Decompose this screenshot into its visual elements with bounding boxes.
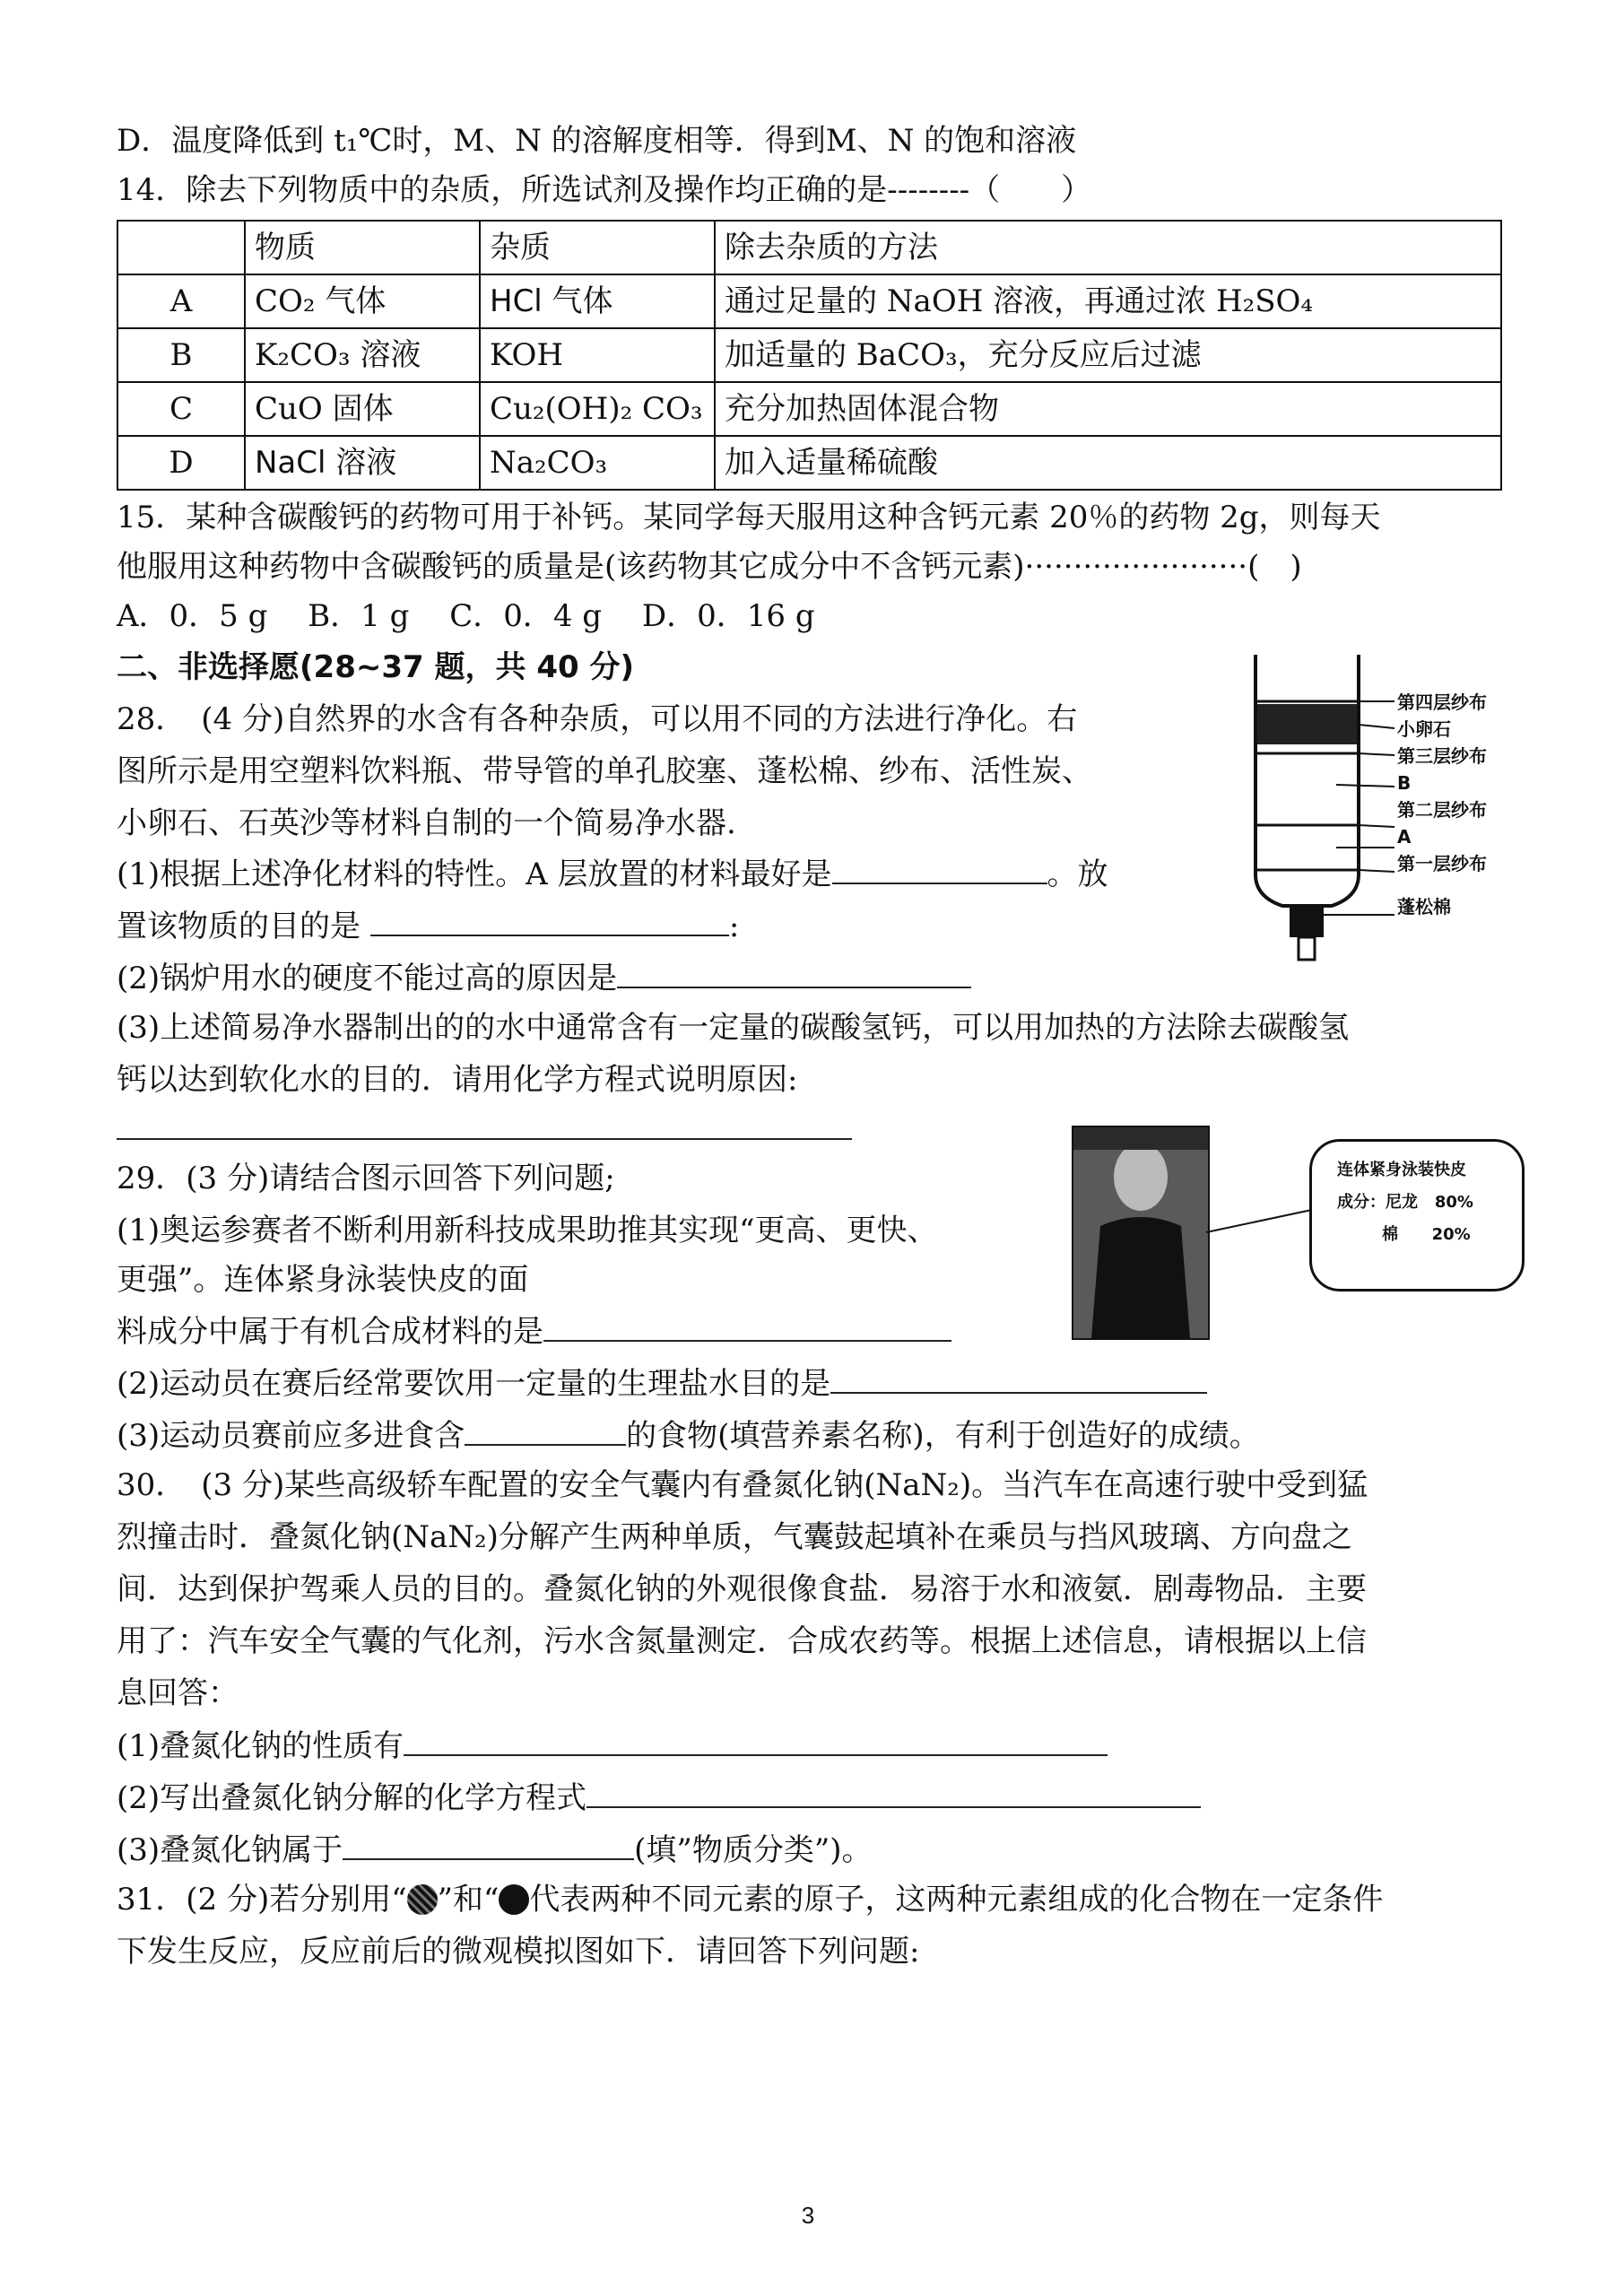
question-14-table: [117, 220, 1502, 491]
question-15-line1: 15．某种含碳酸钙的药物可用于补钙。某同学每天服用这种含钙元素 20％的药物 2g，则每天: [117, 500, 1381, 535]
question-30-part1: [117, 1724, 1108, 1766]
part-text: (1)叠氮化钠的性质有: [117, 1728, 404, 1764]
answer-blank[interactable]: [543, 1309, 951, 1342]
question-28-line3: 小卵石、石英沙等材料自制的一个简易净水器.: [117, 805, 736, 841]
part-text: 的食物(填营养素名称)，有利于创造好的成绩。: [626, 1418, 1260, 1454]
substance-cell: CO₂ 气体: [245, 274, 480, 328]
page-number: 3: [801, 2202, 815, 2229]
filter-label: 小卵石: [1397, 718, 1451, 740]
table-row: [117, 328, 1501, 382]
water-filter-figure: [1247, 655, 1533, 978]
part-text: 置该物质的目的是: [117, 909, 361, 944]
question-28-line1: 28． (4 分)自然界的水含有各种杂质，可以用不同的方法进行净化。右: [117, 701, 1078, 737]
question-31-line2: 下发生反应，反应前后的微观模拟图如下．请回答下列问题:: [117, 1934, 920, 1970]
question-30-line1: 30． (3 分)某些高级轿车配置的安全气囊内有叠氮化钠(NaN₂)。当汽车在高速行驶中受到猛: [117, 1467, 1368, 1503]
table-header-row: [117, 221, 1501, 274]
filter-label: A: [1397, 826, 1412, 848]
impurity-cell: KOH: [480, 328, 715, 382]
question-29-part1-cont2: [117, 1309, 951, 1352]
table-row: [117, 436, 1501, 490]
question-28-part2: [117, 956, 971, 998]
part-text: 代表两种不同元素的原子，这两种元素组成的化合物在一定条件: [529, 1882, 1384, 1918]
table-header-cell: 杂质: [480, 221, 715, 274]
filter-label: 蓬松棉: [1397, 896, 1451, 918]
bubble-label: 棉: [1382, 1225, 1398, 1244]
answer-blank[interactable]: [370, 904, 729, 936]
method-cell: 加入适量稀硫酸: [715, 436, 1501, 490]
answer-blank[interactable]: [617, 956, 971, 988]
question-15-line2: 他服用这种药物中含碳酸钙的质量是(该药物其它成分中不含钙元素)·······················( ): [117, 549, 1302, 585]
bubble-title: 连体紧身泳装快皮: [1337, 1161, 1466, 1179]
part-text: :: [728, 909, 740, 944]
question-29-part2: [117, 1361, 1207, 1404]
callout-bubble: [1309, 1139, 1525, 1292]
swimmer-photo-image: [1073, 1127, 1208, 1338]
bubble-value: 20%: [1431, 1225, 1471, 1244]
question-28-answer-line[interactable]: [117, 1108, 852, 1150]
question-14-stem: 14．除去下列物质中的杂质，所选试剂及操作均正确的是--------（ ）: [117, 172, 1092, 208]
filter-label: 第二层纱布: [1397, 799, 1487, 821]
method-cell: 通过足量的 NaOH 溶液，再通过浓 H₂SO₄: [715, 274, 1501, 328]
answer-blank[interactable]: [830, 1361, 1207, 1394]
question-28-part1: [117, 852, 1108, 894]
part-text: (2)运动员在赛后经常要饮用一定量的生理盐水目的是: [117, 1366, 831, 1402]
substance-cell: NaCl 溶液: [245, 436, 480, 490]
impurity-cell: Cu₂(OH)₂ CO₃: [480, 382, 715, 436]
solid-atom-icon: [499, 1884, 529, 1915]
answer-blank[interactable]: [465, 1413, 626, 1446]
part-text: (3)叠氮化钠属于: [117, 1832, 343, 1868]
part-text: 31．(2 分)若分别用“: [117, 1882, 407, 1918]
impurity-cell: Na₂CO₃: [480, 436, 715, 490]
substance-cell: CuO 固体: [245, 382, 480, 436]
option-label: C: [117, 382, 245, 436]
impurity-cell: HCl 气体: [480, 274, 715, 328]
method-cell: 充分加热固体混合物: [715, 382, 1501, 436]
question-30-part3: [117, 1828, 872, 1870]
part-text: 料成分中属于有机合成材料的是: [117, 1314, 543, 1350]
filter-label: 第三层纱布: [1397, 745, 1487, 767]
table-header-cell: 物质: [245, 221, 480, 274]
question-28-part3-cont: 钙以达到软化水的目的．请用化学方程式说明原因:: [117, 1062, 798, 1098]
filter-label: 第一层纱布: [1397, 853, 1487, 874]
hatched-atom-icon: [407, 1884, 438, 1915]
part-text: (2)锅炉用水的硬度不能过高的原因是: [117, 961, 618, 996]
question-30-line3: 间．达到保护驾乘人员的目的。叠氮化钠的外观很像食盐．易溶于水和液氨．剧毒物品．主要: [117, 1571, 1367, 1607]
part-text: (2)写出叠氮化钠分解的化学方程式: [117, 1780, 587, 1816]
bubble-row: [1337, 1187, 1522, 1219]
answer-blank[interactable]: [404, 1724, 1108, 1756]
section-2-heading: 二、非选择愿(28~37 题，共 40 分): [117, 649, 635, 685]
question-30-line2: 烈撞击时．叠氮化钠(NaN₂)分解产生两种单质，气囊鼓起填补在乘员与挡风玻璃、方向盘之: [117, 1519, 1352, 1555]
part-text: ”和“: [437, 1882, 500, 1918]
question-29-line1: 29．(3 分)请结合图示回答下列问题;: [117, 1161, 615, 1196]
answer-blank[interactable]: [832, 852, 1047, 884]
question-31-line1: [117, 1880, 1383, 1919]
filter-label: B: [1397, 772, 1412, 794]
question-15-options: A．0．5 g B．1 g C．0．4 g D．0．16 g: [117, 598, 815, 634]
question-29-part1: (1)奥运参赛者不断利用新科技成果助推其实现“更高、更快、: [117, 1213, 938, 1248]
bubble-value: 80%: [1434, 1193, 1473, 1212]
table-header-cell: [117, 221, 245, 274]
option-label: B: [117, 328, 245, 382]
table-row: [117, 274, 1501, 328]
water-filter-diagram: [1247, 655, 1533, 978]
callout-line: [1206, 1207, 1321, 1233]
bubble-label: 成分：尼龙: [1337, 1193, 1418, 1212]
filter-label: 第四层纱布: [1397, 691, 1487, 713]
question-29-part1-cont: 更强”。连体紧身泳装快皮的面: [117, 1262, 529, 1298]
table-row: [117, 382, 1501, 436]
answer-blank[interactable]: [586, 1776, 1201, 1808]
part-text: (填”物质分类”)。: [634, 1832, 873, 1868]
substance-cell: K₂CO₃ 溶液: [245, 328, 480, 382]
question-28-line2: 图所示是用空塑料饮料瓶、带导管的单孔胶塞、蓬松棉、纱布、活性炭、: [117, 753, 1092, 789]
question-30-line5: 息回答：: [117, 1675, 239, 1711]
part-text: (1)根据上述净化材料的特性。A 层放置的材料最好是: [117, 857, 832, 892]
answer-blank[interactable]: [343, 1828, 634, 1860]
part-text: (3)运动员赛前应多进食含: [117, 1418, 465, 1454]
table-header-cell: 除去杂质的方法: [715, 221, 1501, 274]
question-13-option-d: D．温度降低到 t₁℃时，M、N 的溶解度相等．得到M、N 的饱和溶液: [117, 123, 1077, 159]
question-28-part1-cont: [117, 904, 739, 946]
swimmer-photo: [1072, 1126, 1210, 1340]
question-30-part2: [117, 1776, 1201, 1818]
option-label: A: [117, 274, 245, 328]
method-cell: 加适量的 BaCO₃，充分反应后过滤: [715, 328, 1501, 382]
part-text: 。放: [1047, 857, 1108, 892]
question-29-part3: [117, 1413, 1260, 1456]
option-label: D: [117, 436, 245, 490]
question-30-line4: 用了：汽车安全气囊的气化剂，污水含氮量测定．合成农药等。根据上述信息，请根据以上信: [117, 1623, 1367, 1659]
answer-blank[interactable]: [117, 1108, 852, 1140]
question-28-part3: (3)上述简易净水器制出的的水中通常含有一定量的碳酸氢钙，可以用加热的方法除去碳酸氢: [117, 1010, 1350, 1046]
swimmer-figure: [1072, 1126, 1529, 1341]
bubble-row: [1337, 1219, 1522, 1251]
